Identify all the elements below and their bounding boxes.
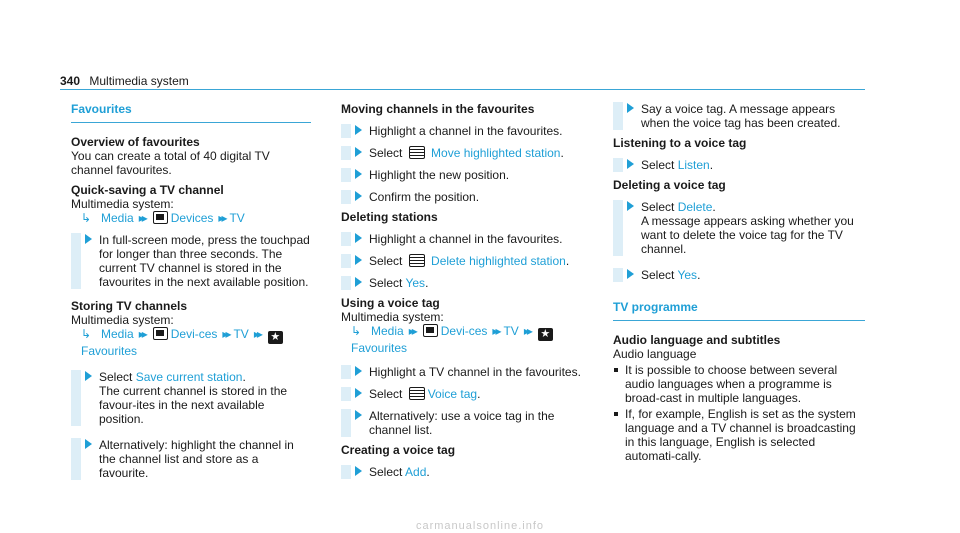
save-current-station-option: Save current station	[135, 370, 243, 384]
star-icon: ★	[538, 328, 553, 341]
delete-voice-heading: Deleting a voice tag	[613, 178, 726, 192]
column-3	[613, 102, 865, 463]
move-step-3: Highlight the new position.	[341, 168, 591, 182]
path-arrow-icon: ▸▸	[523, 324, 530, 338]
list-menu-icon	[409, 387, 425, 400]
delete-highlighted-station-option: Delete highlighted station	[431, 254, 566, 268]
path-arrow-icon: ▸▸	[492, 324, 499, 338]
path-hook-icon: ↳	[351, 324, 362, 338]
step-arrow-icon	[355, 255, 362, 265]
step-arrow-icon	[85, 371, 92, 381]
storing-heading: Storing TV channels	[71, 299, 188, 313]
page-header	[60, 74, 189, 88]
path-tv: TV	[503, 324, 519, 338]
add-option: Add	[405, 465, 427, 479]
quick-save-heading: Quick-saving a TV channel	[71, 183, 224, 197]
page-number: 340	[60, 74, 81, 88]
quick-step-1: In full-screen mode, press the touchpad for longer than three seconds. The current TV channel is stored in the favourites in the next available position.	[71, 233, 311, 289]
listen-step: Select Listen.	[613, 158, 865, 172]
step-arrow-icon	[355, 366, 362, 376]
voice-step-2: Select Voice tag.	[341, 387, 591, 401]
step-arrow-icon	[355, 466, 362, 476]
delete-step-2: Select Delete highlighted station.	[341, 254, 591, 268]
column-2	[341, 102, 591, 479]
move-step-1: Highlight a channel in the favourites.	[341, 124, 591, 138]
voice-step-3: Alternatively: use a voice tag in the channel list.	[341, 409, 591, 437]
path-media: Media	[101, 327, 134, 341]
path-media: Media	[371, 324, 404, 338]
star-icon: ★	[268, 331, 283, 344]
move-heading: Moving channels in the favourites	[341, 102, 535, 116]
step-arrow-icon	[355, 169, 362, 179]
step-arrow-icon	[355, 147, 362, 157]
music-device-icon	[153, 211, 168, 224]
step-arrow-icon	[627, 159, 634, 169]
move-highlighted-station-option: Move highlighted station	[431, 146, 561, 160]
path-arrow-icon: ▸▸	[138, 211, 145, 225]
storing-menu-path	[71, 327, 311, 358]
page-header-title: Multimedia system	[89, 74, 189, 88]
column-1	[71, 102, 311, 480]
audio-sub-label: Audio language	[613, 347, 697, 361]
yes-option: Yes	[677, 268, 698, 282]
voice-heading: Using a voice tag	[341, 296, 440, 310]
header-divider	[60, 89, 865, 90]
voice-tag-option: Voice tag	[427, 387, 478, 401]
delete-voice-step-2: Select Yes.	[613, 268, 865, 282]
path-devices: Devi-ces	[440, 324, 488, 338]
list-menu-icon	[409, 254, 425, 267]
quick-menu-path	[71, 211, 311, 225]
step-arrow-icon	[355, 191, 362, 201]
path-favourites: Favourites	[81, 344, 138, 358]
move-step-4: Confirm the position.	[341, 190, 591, 204]
path-arrow-icon: ▸▸	[218, 211, 225, 225]
delete-step-1: Highlight a channel in the favourites.	[341, 232, 591, 246]
path-devices: Devices	[170, 211, 214, 225]
step-arrow-icon	[355, 388, 362, 398]
path-devices: Devi-ces	[170, 327, 218, 341]
listen-heading: Listening to a voice tag	[613, 136, 747, 150]
path-hook-icon: ↳	[81, 211, 92, 225]
path-tv: TV	[233, 327, 249, 341]
bullet-item: If, for example, English is set as the system language and a TV channel is broadcasting in this language, English is selected automati-cally.	[613, 407, 865, 463]
step-arrow-icon	[355, 233, 362, 243]
path-favourites: Favourites	[351, 341, 408, 355]
step-arrow-icon	[355, 410, 362, 420]
step-arrow-icon	[355, 277, 362, 287]
step-arrow-icon	[355, 125, 362, 135]
bullet-item: It is possible to choose between several audio languages when a programme is broad-cast in multiple languages.	[613, 363, 865, 405]
step-arrow-icon	[627, 103, 634, 113]
create-voice-heading: Creating a voice tag	[341, 443, 456, 457]
path-arrow-icon: ▸▸	[222, 327, 229, 341]
step-arrow-icon	[85, 439, 92, 449]
overview-heading: Overview of favourites	[71, 135, 200, 149]
path-arrow-icon: ▸▸	[253, 327, 260, 341]
voice-menu-path	[341, 324, 591, 355]
music-device-icon	[423, 324, 438, 337]
list-menu-icon	[409, 146, 425, 159]
step-arrow-icon	[627, 269, 634, 279]
delete-step-3: Select Yes.	[341, 276, 591, 290]
create-step-1: Select Add.	[341, 465, 591, 479]
path-arrow-icon: ▸▸	[138, 327, 145, 341]
voice-step-1: Highlight a TV channel in the favourites.	[341, 365, 591, 379]
voice-system-label: Multimedia system:	[341, 310, 444, 324]
step-arrow-icon	[627, 201, 634, 211]
store-step-alt: Alternatively: highlight the channel in the channel list and store as a favourite.	[71, 438, 311, 480]
listen-option: Listen	[677, 158, 710, 172]
music-device-icon	[153, 327, 168, 340]
move-step-2: Select Move highlighted station.	[341, 146, 591, 160]
watermark: carmanualsonline.info	[415, 520, 544, 532]
say-voice-tag-step: Say a voice tag. A message appears when the voice tag has been created.	[613, 102, 865, 130]
store-step-select: Select Save current station. The current channel is stored in the favour-ites in the next available position.	[71, 370, 311, 426]
quick-system-label: Multimedia system:	[71, 197, 174, 211]
delete-heading: Deleting stations	[341, 210, 438, 224]
section-title-favourites: Favourites	[71, 102, 311, 123]
delete-voice-step-1: Select Delete. A message appears asking whether you want to delete the voice tag for the TV channel.	[613, 200, 865, 256]
section-title-tv-programme: TV programme	[613, 300, 865, 321]
storing-system-label: Multimedia system:	[71, 313, 174, 327]
delete-option: Delete	[677, 200, 713, 214]
yes-option: Yes	[405, 276, 426, 290]
path-tv: TV	[229, 211, 245, 225]
path-hook-icon: ↳	[81, 327, 92, 341]
path-media: Media	[101, 211, 134, 225]
step-arrow-icon	[85, 234, 92, 244]
overview-text: You can create a total of 40 digital TV channel favourites.	[71, 149, 270, 177]
path-arrow-icon: ▸▸	[408, 324, 415, 338]
audio-heading: Audio language and subtitles	[613, 333, 781, 347]
